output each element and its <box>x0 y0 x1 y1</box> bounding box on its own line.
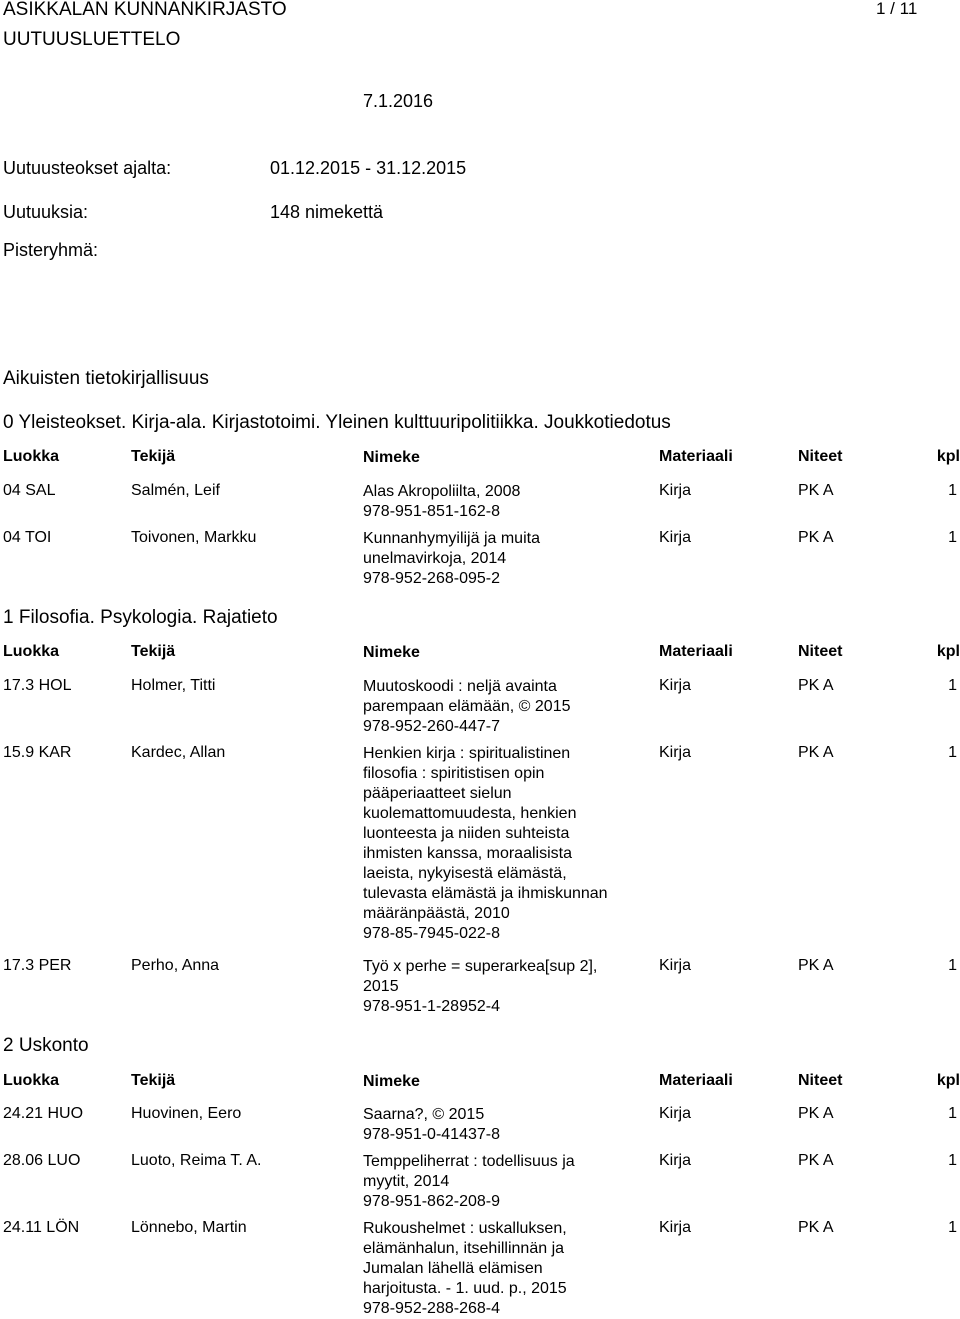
isbn: 978-951-0-41437-8 <box>363 1126 500 1143</box>
author: Kardec, Allan <box>131 744 226 761</box>
material: Kirja <box>659 957 692 974</box>
title-line: myytit, 2014 <box>363 1173 450 1190</box>
page-number: 1 / 11 <box>876 0 918 18</box>
column-header: Materiaali <box>659 1072 733 1089</box>
title-cell <box>363 1152 575 1212</box>
copy-count: 1 <box>948 482 957 499</box>
material: Kirja <box>659 482 692 499</box>
section-title: 0 Yleisteokset. Kirja-ala. Kirjastotoimi. Yleinen kulttuuripolitiikka. Joukkotiedotus <box>3 412 671 433</box>
author: Holmer, Titti <box>131 677 216 694</box>
column-header: Niteet <box>798 643 843 660</box>
material: Kirja <box>659 529 692 546</box>
copies-location: PK A <box>798 744 834 761</box>
class-code: 28.06 LUO <box>3 1152 81 1169</box>
author: Toivonen, Markku <box>131 529 257 546</box>
period-label: Uutuusteokset ajalta: <box>3 158 172 178</box>
period-value: 01.12.2015 - 31.12.2015 <box>270 158 467 178</box>
library-name: ASIKKALAN KUNNANKIRJASTO <box>3 0 287 20</box>
title-line: parempaan elämään, © 2015 <box>363 698 571 715</box>
column-header: kpl <box>936 448 960 465</box>
column-header: Niteet <box>798 448 843 465</box>
count-value: 148 nimekettä <box>270 202 384 222</box>
title-line: Saarna?, © 2015 <box>363 1106 485 1123</box>
title-line: luonteesta ja niiden suhteista <box>363 825 570 842</box>
column-header: Tekijä <box>131 1072 176 1089</box>
column-header-row <box>0 1072 960 1094</box>
column-header: kpl <box>936 643 960 660</box>
copies-location: PK A <box>798 1105 834 1122</box>
title-cell <box>363 957 597 1017</box>
title-line: 2015 <box>363 978 399 995</box>
title-cell <box>363 529 540 589</box>
title-line: Kunnanhymyilijä ja muita <box>363 530 540 547</box>
copies-location: PK A <box>798 1152 834 1169</box>
column-header: kpl <box>936 1072 960 1089</box>
title-line: tulevasta elämästä ja ihmiskunnan <box>363 885 608 902</box>
column-header-row <box>0 448 960 470</box>
title-cell <box>363 1105 500 1145</box>
copy-count: 1 <box>948 677 957 694</box>
isbn: 978-952-268-095-2 <box>363 570 500 587</box>
column-header: Niteet <box>798 1072 843 1089</box>
section-title: 2 Uskonto <box>3 1035 89 1056</box>
title-cell <box>363 482 520 522</box>
class-code: 15.9 KAR <box>3 744 72 761</box>
title-cell <box>363 677 570 737</box>
title-line: kuolemattomuudesta, henkien <box>363 805 577 822</box>
author: Luoto, Reima T. A. <box>131 1152 262 1169</box>
copy-count: 1 <box>948 529 957 546</box>
isbn: 978-952-260-447-7 <box>363 718 500 735</box>
class-code: 04 TOI <box>3 529 52 546</box>
material: Kirja <box>659 1219 692 1236</box>
title-line: unelmavirkoja, 2014 <box>363 550 507 567</box>
copies-location: PK A <box>798 957 834 974</box>
title-line: Työ x perhe = superarkea[sup 2], <box>363 958 598 975</box>
title-line: määränpäästä, 2010 <box>363 905 510 922</box>
copies-location: PK A <box>798 677 834 694</box>
material: Kirja <box>659 744 692 761</box>
class-code: 24.21 HUO <box>3 1105 84 1122</box>
class-code: 24.11 LÖN <box>3 1219 80 1236</box>
column-header: Luokka <box>3 643 60 660</box>
title-line: ihmisten kanssa, moraalisista <box>363 845 572 862</box>
isbn: 978-951-1-28952-4 <box>363 998 500 1015</box>
class-code: 17.3 PER <box>3 957 72 974</box>
column-header: Tekijä <box>131 448 176 465</box>
material: Kirja <box>659 1105 692 1122</box>
column-header: Nimeke <box>363 644 420 661</box>
title-line: pääperiaatteet sielun <box>363 785 512 802</box>
title-line: Rukoushelmet : uskalluksen, <box>363 1220 567 1237</box>
copy-count: 1 <box>948 1219 957 1236</box>
isbn: 978-951-862-208-9 <box>363 1193 500 1210</box>
list-title: UUTUUSLUETTELO <box>3 29 181 50</box>
title-cell <box>363 744 608 944</box>
title-line: harjoitusta. - 1. uud. p., 2015 <box>363 1280 567 1297</box>
copies-location: PK A <box>798 1219 834 1236</box>
title-line: laeista, nykyisestä elämästä, <box>363 865 567 882</box>
title-line: Muutoskoodi : neljä avainta <box>363 678 557 695</box>
collection-title: Aikuisten tietokirjallisuus <box>3 368 209 389</box>
title-line: Henkien kirja : spiritualistinen <box>363 745 571 762</box>
author: Lönnebo, Martin <box>131 1219 247 1236</box>
title-cell <box>363 1219 567 1319</box>
title-line: Jumalan lähellä elämisen <box>363 1260 543 1277</box>
author: Huovinen, Eero <box>131 1105 242 1122</box>
copies-location: PK A <box>798 482 834 499</box>
copy-count: 1 <box>948 957 957 974</box>
column-header: Nimeke <box>363 449 420 466</box>
copy-count: 1 <box>948 1152 957 1169</box>
title-line: Temppeliherrat : todellisuus ja <box>363 1153 575 1170</box>
title-line: elämänhalun, itsehillinnän ja <box>363 1240 565 1257</box>
material: Kirja <box>659 677 692 694</box>
title-line: Alas Akropoliilta, 2008 <box>363 483 521 500</box>
class-code: 17.3 HOL <box>3 677 72 694</box>
copy-count: 1 <box>948 1105 957 1122</box>
isbn: 978-951-851-162-8 <box>363 503 500 520</box>
isbn: 978-952-288-268-4 <box>363 1300 500 1317</box>
count-label: Uutuuksia: <box>3 202 89 222</box>
column-header: Luokka <box>3 448 60 465</box>
copies-location: PK A <box>798 529 834 546</box>
column-header: Materiaali <box>659 448 733 465</box>
report-date: 7.1.2016 <box>363 91 434 111</box>
author: Salmén, Leif <box>131 482 220 499</box>
title-line: filosofia : spiritistisen opin <box>363 765 545 782</box>
copy-count: 1 <box>948 744 957 761</box>
material: Kirja <box>659 1152 692 1169</box>
column-header: Nimeke <box>363 1073 420 1090</box>
column-header: Tekijä <box>131 643 176 660</box>
section-title: 1 Filosofia. Psykologia. Rajatieto <box>3 607 278 628</box>
column-header-row <box>0 643 960 665</box>
class-code: 04 SAL <box>3 482 56 499</box>
isbn: 978-85-7945-022-8 <box>363 925 500 942</box>
group-label: Pisteryhmä: <box>3 240 99 260</box>
column-header: Materiaali <box>659 643 733 660</box>
author: Perho, Anna <box>131 957 220 974</box>
column-header: Luokka <box>3 1072 60 1089</box>
